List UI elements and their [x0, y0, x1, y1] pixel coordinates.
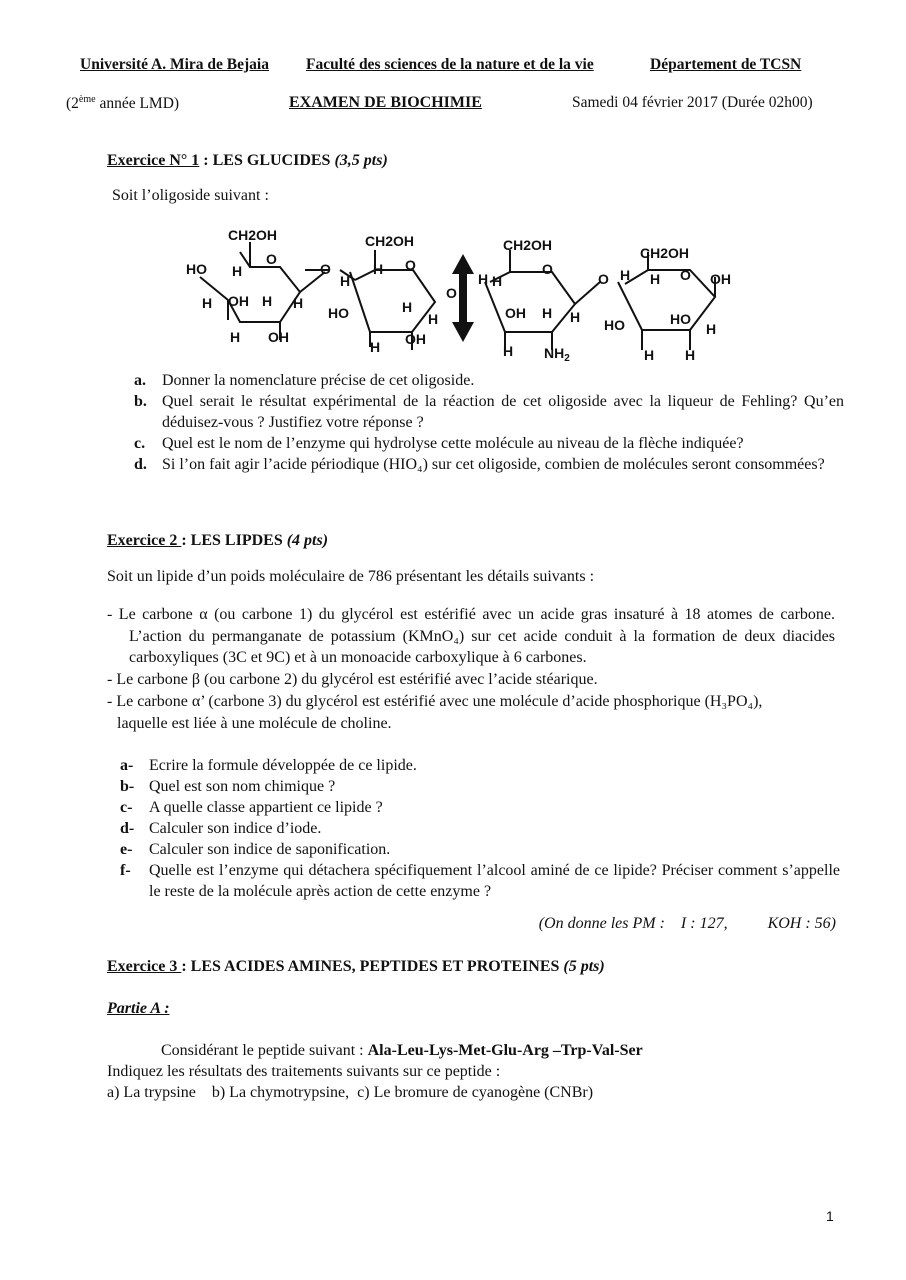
ring1-ch2oh-label: CH2OH	[228, 227, 278, 243]
svg-text:H: H	[542, 305, 553, 321]
svg-text:O: O	[680, 267, 691, 283]
exam-title: EXAMEN DE BIOCHIMIE	[289, 94, 482, 111]
ring2-ch2oh-label: CH2OH	[365, 233, 415, 249]
svg-text:O: O	[266, 251, 277, 267]
nh2-label: $NH_2$	[544, 345, 570, 364]
ex2-detail-beta: - Le carbone β (ou carbone 2) du glycérol est estérifié avec l’acide stéarique.	[107, 671, 598, 688]
ex2-question-d: d- Calculer son indice d’iode.	[120, 820, 322, 837]
ring4-ch2oh-label: CH2OH	[640, 245, 690, 261]
svg-text:O: O	[598, 271, 609, 287]
svg-text:H: H	[262, 293, 273, 309]
svg-text:H: H	[428, 311, 439, 327]
ex2-question-f: f- Quelle est l’enzyme qui détachera spécifiquement l’alcool aminé de ce lipide? Préciser comment s’appelle le reste de la molécule après action de cette enzyme ?	[120, 862, 840, 900]
svg-text:H: H	[340, 273, 351, 289]
ex2-detail-alpha: - Le carbone α (ou carbone 1) du glycérol est estérifié avec un acide gras insaturé à 18 atomes de carbone. L’action du permanganate de potassium (KMnO₄) sur cet acide conduit à la formation de deux diacides carboxyliques (3C et 9C) et à un monoacide carboxylique à 6 carbones.	[107, 606, 835, 666]
ex2-question-e: e- Calculer son indice de saponification.	[120, 841, 391, 858]
svg-text:H: H	[232, 263, 243, 279]
page-number: 1	[826, 1208, 834, 1224]
svg-text:O: O	[446, 285, 457, 301]
university-name: Université A. Mira de Bejaia	[80, 56, 269, 73]
peptide-line: Considérant le peptide suivant : Ala-Leu-Lys-Met-Glu-Arg –Trp-Val-Ser	[161, 1042, 643, 1059]
exam-date: Samedi 04 février 2017 (Durée 02h00)	[572, 94, 813, 111]
exercise-3-heading: Exercice 3 : LES ACIDES AMINES, PEPTIDES ET PROTEINES (5 pts)	[107, 958, 605, 975]
svg-text:H: H	[620, 267, 631, 283]
svg-text:O: O	[405, 257, 416, 273]
svg-text:H: H	[570, 309, 581, 325]
svg-text:HO: HO	[328, 305, 349, 321]
svg-text:H: H	[650, 271, 661, 287]
svg-text:H: H	[503, 343, 514, 359]
department-name: Département de TCSN	[650, 56, 802, 73]
svg-text:H: H	[373, 261, 384, 277]
svg-text:OH: OH	[405, 331, 426, 347]
ex2-question-a: a- Ecrire la formule développée de ce lipide.	[120, 757, 417, 774]
part-a-heading: Partie A :	[107, 1000, 170, 1017]
ex2-question-c: c- A quelle classe appartient ce lipide ?	[120, 799, 383, 816]
exercise-1-intro: Soit l’oligoside suivant :	[112, 187, 269, 204]
svg-text:H: H	[685, 347, 696, 363]
exercise-2-intro: Soit un lipide d’un poids moléculaire de 786 présentant les détails suivants :	[107, 568, 595, 585]
svg-text:HO: HO	[186, 261, 207, 277]
svg-text:H: H	[370, 339, 381, 355]
ex1-question-d: d. Si l’on fait agir l’acide périodique (HIO₄) sur cet oligoside, combien de molécules seront consommées?	[134, 456, 825, 473]
svg-text:O: O	[542, 261, 553, 277]
svg-text:H: H	[706, 321, 717, 337]
svg-text:HO: HO	[670, 311, 691, 327]
svg-text:H: H	[230, 329, 241, 345]
svg-text:HO: HO	[604, 317, 625, 333]
faculty-name: Faculté des sciences de la nature et de la vie	[306, 56, 594, 73]
given-molar-masses: (On donne les PM : I : 127, KOH : 56)	[538, 915, 836, 932]
svg-text:H: H	[478, 271, 489, 287]
ex1-question-a: a. Donner la nomenclature précise de cet oligoside.	[134, 372, 475, 389]
peptide-treatments: a) La trypsine b) La chymotrypsine, c) Le bromure de cyanogène (CNBr)	[107, 1084, 594, 1101]
exercise-2-heading: Exercice 2 : LES LIPDES (4 pts)	[107, 532, 329, 549]
year-level: (2ème année LMD)	[66, 94, 180, 113]
peptide-instruction: Indiquez les résultats des traitements suivants sur ce peptide :	[107, 1063, 501, 1080]
svg-text:H: H	[293, 295, 304, 311]
ex1-question-b: b. Quel serait le résultat expérimental de la réaction de cet oligoside avec la liqueur de Fehling? Qu’en déduisez-vous ? Justifiez votre réponse ?	[134, 393, 844, 431]
exercise-1-heading: Exercice N° 1 : LES GLUCIDES (3,5 pts)	[107, 152, 388, 169]
svg-text:O: O	[320, 261, 331, 277]
ex1-question-c: c. Quel est le nom de l’enzyme qui hydrolyse cette molécule au niveau de la flèche indiquée?	[134, 435, 744, 452]
svg-text:H: H	[492, 273, 503, 289]
oligoside-structure-figure	[180, 222, 740, 364]
svg-text:OH: OH	[710, 271, 731, 287]
svg-text:H: H	[402, 299, 413, 315]
ex2-question-b: b- Quel est son nom chimique ?	[120, 778, 336, 795]
ring3-ch2oh-label: CH2OH	[503, 237, 553, 253]
ex2-detail-alpha-prime: - Le carbone α’ (carbone 3) du glycérol est estérifié avec une molécule d’acide phosphorique (H₃PO₄), laquelle est liée à une molécule de choline.	[107, 693, 763, 732]
svg-text:OH: OH	[228, 293, 249, 309]
svg-text:H: H	[644, 347, 655, 363]
svg-text:OH: OH	[268, 329, 289, 345]
svg-text:H: H	[202, 295, 213, 311]
svg-text:OH: OH	[505, 305, 526, 321]
peptide-sequence: Ala-Leu-Lys-Met-Glu-Arg –Trp-Val-Ser	[367, 1042, 643, 1059]
